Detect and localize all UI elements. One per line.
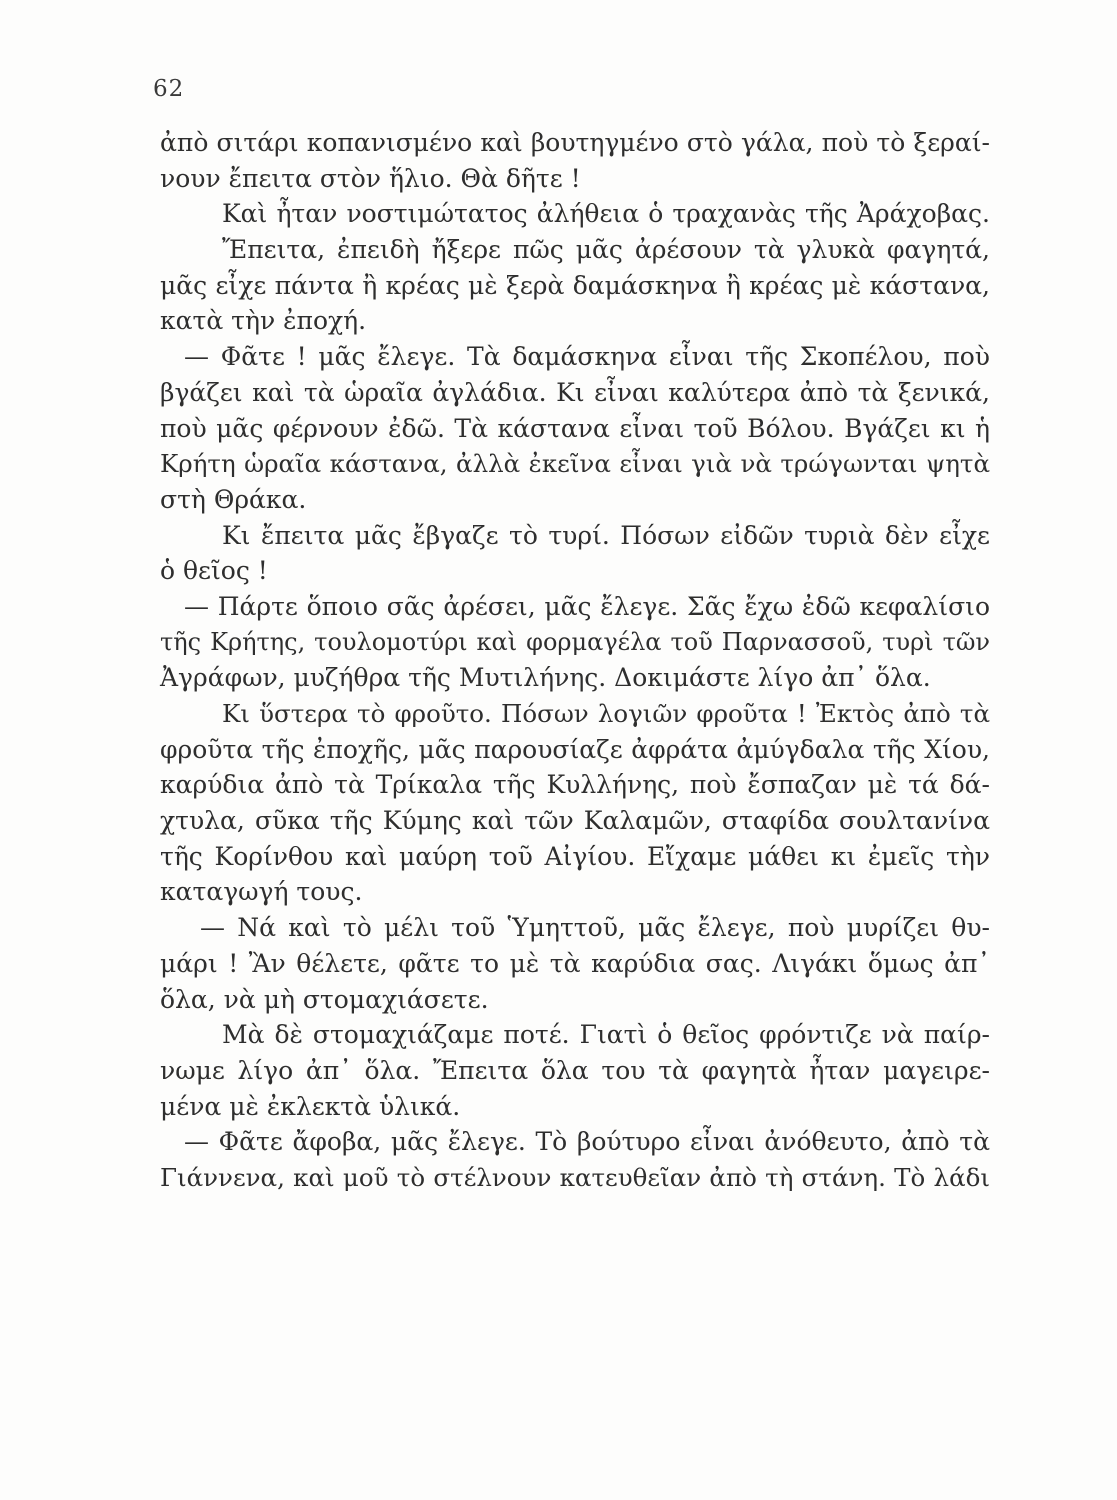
text-line: μᾶς εἶχε πάντα ἢ κρέας μὲ ξερὰ δαμάσκηνα ἢ κρέας μὲ κάστανα, — [160, 270, 990, 300]
text-line: καταγωγή τους. — [160, 877, 363, 907]
text-line: νουν ἔπειτα στὸν ἥλιο. Θὰ δῆτε ! — [160, 163, 581, 193]
text-line: Ἔπειτα, ἐπειδὴ ἤξερε πῶς μᾶς ἀρέσουν τὰ γλυκὰ φαγητά, — [222, 235, 990, 265]
text-line: ὁ θεῖος ! — [160, 556, 268, 586]
text-line: Γιάννενα, καὶ μοῦ τὸ στέλνουν κατευθεῖαν ἀπὸ τὴ στάνη. Τὸ λάδι — [160, 1162, 990, 1192]
text-line: — Φᾶτε ἄφοβα, μᾶς ἔλεγε. Τὸ βούτυρο εἶναι ἀνόθευτο, ἀπὸ τὰ — [184, 1127, 990, 1157]
text-line: ποὺ μᾶς φέρνουν ἐδῶ. Τὰ κάστανα εἶναι τοῦ Βόλου. Βγάζει κι ἡ — [160, 413, 990, 443]
text-line: — Νά καὶ τὸ μέλι τοῦ Ὑμηττοῦ, μᾶς ἔλεγε, ποὺ μυρίζει θυ- — [200, 913, 990, 943]
text-line: Ἀγράφων, μυζήθρα τῆς Μυτιλήνης. Δοκιμάστε λίγο ἀπ᾽ ὅλα. — [160, 663, 931, 693]
text-line: Καὶ ἦταν νοστιμώτατος ἀλήθεια ὁ τραχανὰς τῆς Ἀράχοβας. — [222, 199, 990, 229]
text-line: Κρήτη ὡραῖα κάστανα, ἀλλὰ ἐκεῖνα εἶναι γιὰ νὰ τρώγωνται ψητὰ — [160, 449, 990, 479]
body-text — [160, 125, 990, 1196]
text-line: ἀπὸ σιτάρι κοπανισμένο καὶ βουτηγμένο στὸ γάλα, ποὺ τὸ ξεραί- — [160, 128, 990, 157]
text-line: νωμε λίγο ἀπ᾽ ὅλα. Ἔπειτα ὅλα του τὰ φαγητὰ ἦταν μαγειρε- — [160, 1055, 990, 1085]
text-line: Κι ὕστερα τὸ φροῦτο. Πόσων λογιῶν φροῦτα ! Ἐκτὸς ἀπὸ τὰ — [222, 699, 990, 728]
text-line: μάρι ! Ἂν θέλετε, φᾶτε το μὲ τὰ καρύδια σας. Λιγάκι ὅμως ἀπ᾽ — [160, 948, 990, 978]
text-line: — Πάρτε ὅποιο σᾶς ἀρέσει, μᾶς ἔλεγε. Σᾶς ἔχω ἐδῶ κεφαλίσιο — [184, 591, 990, 621]
text-line: τῆς Κρήτης, τουλομοτύρι καὶ φορμαγέλα τοῦ Παρνασσοῦ, τυρὶ τῶν — [160, 627, 990, 656]
text-line: — Φᾶτε ! μᾶς ἔλεγε. Τὰ δαμάσκηνα εἶναι τῆς Σκοπέλου, ποὺ — [184, 342, 990, 372]
text-line: Κι ἔπειτα μᾶς ἔβγαζε τὸ τυρί. Πόσων εἰδῶν τυριὰ δὲν εἶχε — [222, 520, 990, 550]
text-line: ὅλα, νὰ μὴ στομαχιάσετε. — [160, 984, 489, 1014]
text-line: Μὰ δὲ στομαχιάζαμε ποτέ. Γιατὶ ὁ θεῖος φρόντιζε νὰ παίρ- — [222, 1020, 990, 1050]
text-line: καρύδια ἀπὸ τὰ Τρίκαλα τῆς Κυλλήνης, ποὺ ἔσπαζαν μὲ τά δά- — [160, 770, 990, 800]
text-line: κατὰ τὴν ἐποχή. — [160, 306, 367, 336]
text-line: τῆς Κορίνθου καὶ μαύρη τοῦ Αἰγίου. Εἴχαμε μάθει κι ἐμεῖς τὴν — [160, 841, 990, 871]
text-line: βγάζει καὶ τὰ ὡραῖα ἀγλάδια. Κι εἶναι καλύτερα ἀπὸ τὰ ξενικά, — [160, 377, 990, 407]
text-line: χτυλα, σῦκα τῆς Κύμης καὶ τῶν Καλαμῶν, σταφίδα σουλτανίνα — [160, 806, 990, 836]
text-line: φροῦτα τῆς ἐποχῆς, μᾶς παρουσίαζε ἀφράτα ἀμύγδαλα τῆς Χίου, — [160, 734, 990, 764]
text-line: μένα μὲ ἐκλεκτὰ ὑλικά. — [160, 1091, 461, 1121]
page-number: 62 — [153, 76, 185, 102]
text-line: στὴ Θράκα. — [160, 484, 307, 514]
